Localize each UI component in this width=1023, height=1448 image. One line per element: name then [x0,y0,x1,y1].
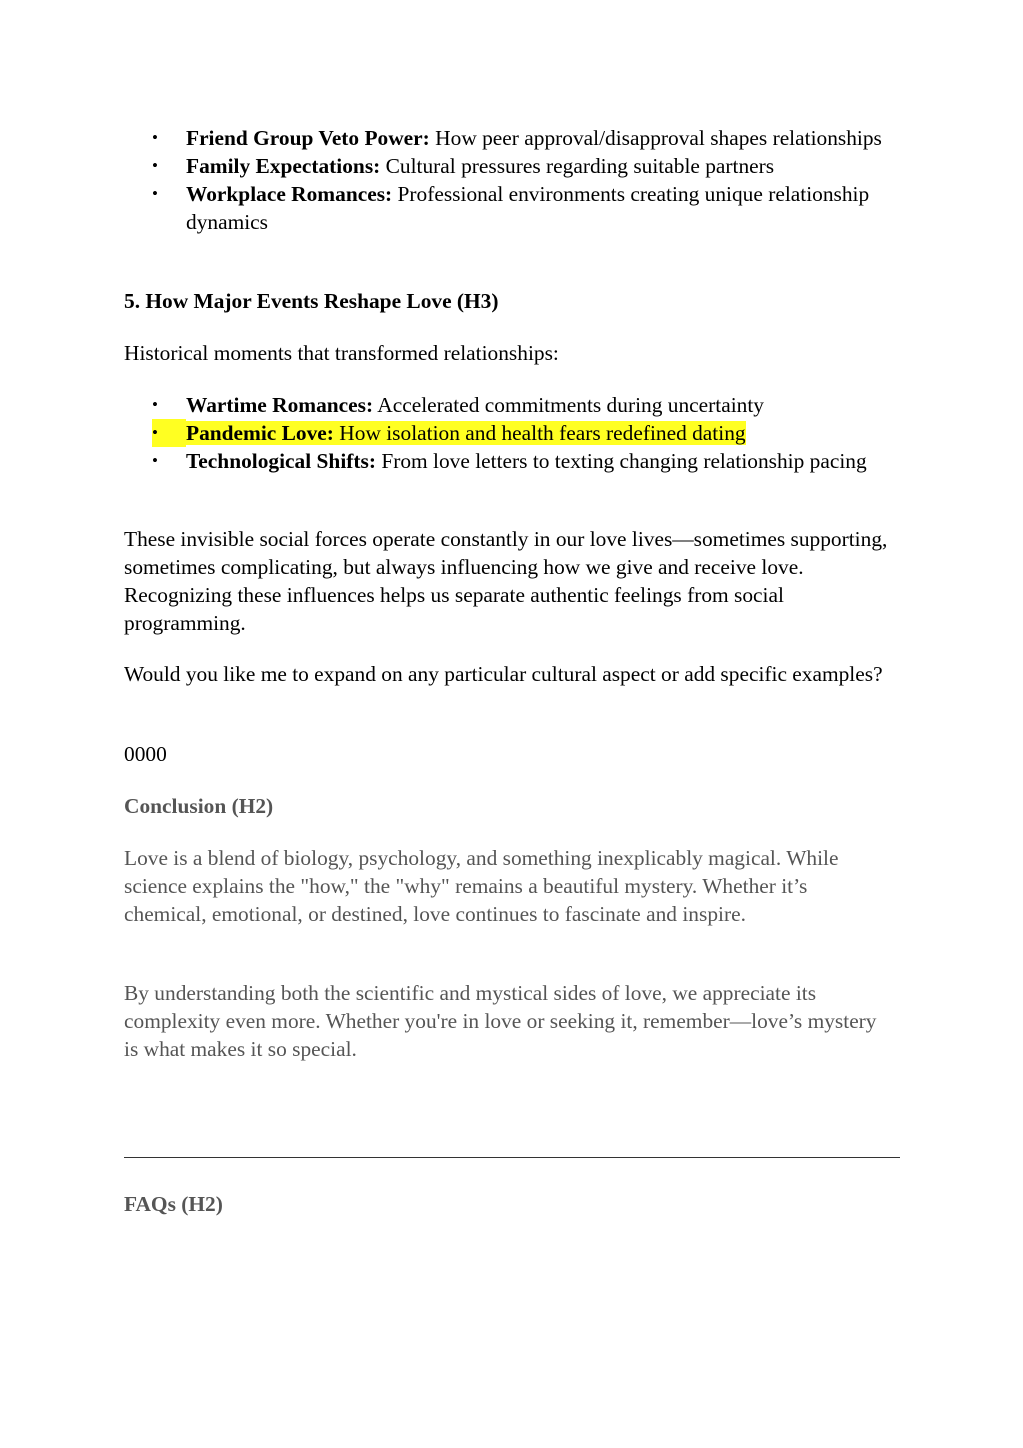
list-item [124,391,894,419]
list-item-desc: Cultural pressures regarding suitable partners [385,154,775,178]
social-influences-list [124,124,894,236]
conclusion-paragraph-2: By understanding both the scientific and mystical sides of love, we appreciate its complexity even more. Whether you're in love or seeking it, remember—love’s mystery is what makes it so special. [124,981,877,1061]
paragraph-social-forces: These invisible social forces operate constantly in our love lives—sometimes supporting, sometimes complicating, but always influencing how we give and receive love. Recognizing these influences helps us separate authentic feelings from social programming. [124,527,888,635]
bullet-icon: • [152,184,158,203]
list-item-highlighted [124,419,894,447]
list-item-term: Pandemic Love: [186,421,334,445]
list-item-term: Workplace Romances: [186,182,393,206]
bullet-icon: • [152,156,158,175]
bullet-icon: • [152,419,186,447]
section-intro: Historical moments that transformed relationships: [124,341,559,365]
major-events-list [124,391,894,475]
list-item [124,152,894,180]
list-item [124,124,894,152]
list-item-term: Technological Shifts: [186,449,376,473]
list-item [124,447,894,475]
marker-text: 0000 [124,742,167,766]
list-item-desc: How isolation and health fears redefined dating [339,421,746,445]
list-item [124,180,894,236]
list-item-term: Family Expectations: [186,154,381,178]
paragraph-question: Would you like me to expand on any particular cultural aspect or add specific examples? [124,662,883,686]
list-item-desc: Professional environments creating unique relationship dynamics [186,182,870,234]
bullet-icon: • [152,395,158,414]
bullet-icon: • [152,451,158,470]
list-item-desc: How peer approval/disapproval shapes relationships [435,126,882,150]
conclusion-heading: Conclusion (H2) [124,794,274,818]
section-heading: 5. How Major Events Reshape Love (H3) [124,289,499,313]
highlighted-text [186,421,746,445]
conclusion-paragraph-1: Love is a blend of biology, psychology, and something inexplicably magical. While science explains the "how," the "why" remains a beautiful mystery. Whether it’s chemical, emotional, or destined, love continues to fascinate and inspire. [124,846,839,926]
list-item-desc: From love letters to texting changing relationship pacing [381,449,867,473]
bullet-icon: • [152,128,158,147]
faqs-heading: FAQs (H2) [124,1192,223,1216]
list-item-term: Friend Group Veto Power: [186,126,430,150]
list-item-term: Wartime Romances: [186,393,374,417]
list-item-desc: Accelerated commitments during uncertainty [377,393,764,417]
horizontal-divider [124,1157,900,1158]
